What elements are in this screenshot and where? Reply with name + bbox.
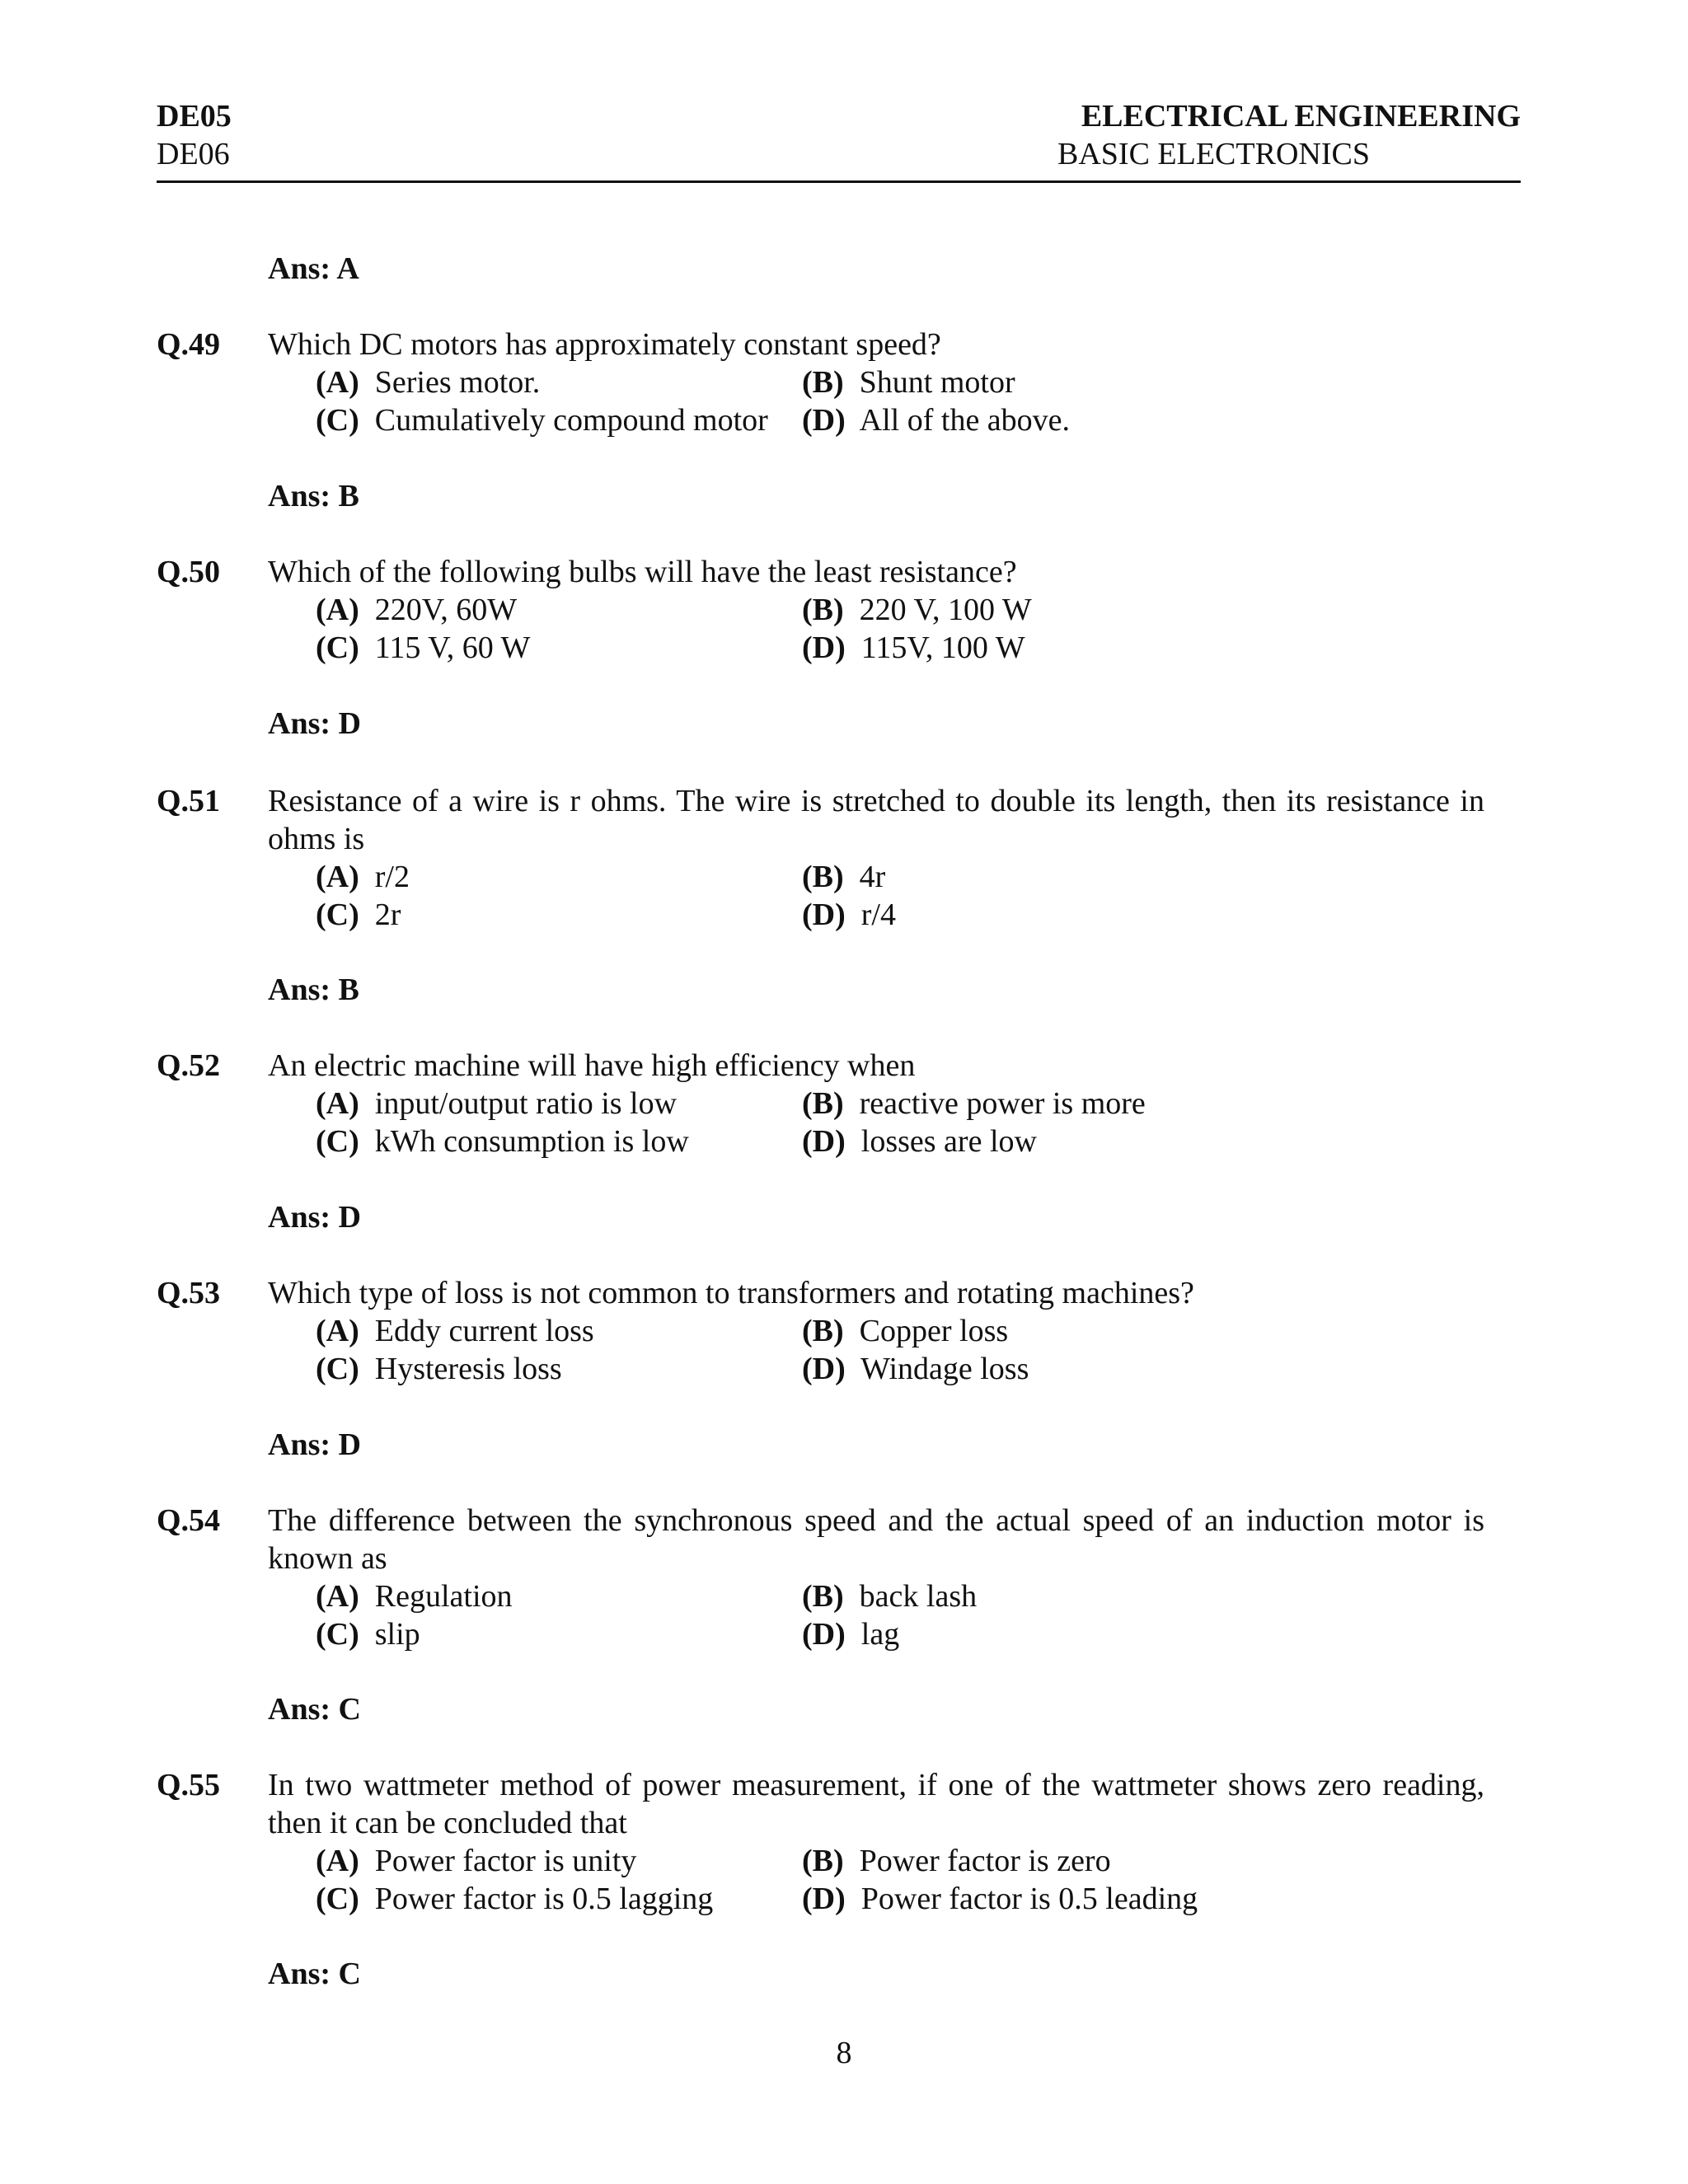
question-number: Q.54 (157, 1503, 221, 1538)
option-text: Cumulatively compound motor (374, 403, 768, 438)
option-text: input/output ratio is low (374, 1086, 678, 1121)
header-code-de05: DE05 (157, 99, 232, 134)
answer-49: Ans: B (268, 479, 359, 513)
option-text: Power factor is 0.5 leading (860, 1882, 1198, 1916)
answer-55: Ans: C (268, 1957, 361, 1991)
options (316, 363, 1521, 439)
option-a (316, 858, 410, 896)
option-letter: (B) (802, 860, 844, 894)
option-a (316, 1577, 513, 1615)
option-c (316, 401, 768, 439)
option-a (316, 1085, 677, 1122)
options (316, 858, 1521, 934)
option-letter: (C) (316, 1352, 359, 1386)
question-number: Q.55 (157, 1768, 221, 1802)
option-a (316, 1312, 594, 1350)
options (316, 1577, 1521, 1653)
option-letter: (A) (316, 1579, 359, 1614)
question-number: Q.51 (157, 784, 221, 818)
options (316, 1085, 1521, 1160)
question-text: Which type of loss is not common to transformers and rotating machines? (268, 1276, 1194, 1310)
option-letter: (D) (802, 898, 846, 932)
option-d (802, 629, 1025, 667)
option-text: r/2 (374, 860, 410, 894)
option-b (802, 363, 1015, 401)
option-text: losses are low (860, 1124, 1037, 1159)
answer-52: Ans: D (268, 1200, 361, 1235)
option-letter: (D) (802, 403, 846, 438)
option-text: All of the above. (859, 403, 1071, 438)
option-text: Shunt motor (859, 365, 1015, 400)
option-text: Copper loss (859, 1314, 1009, 1348)
answer-54: Ans: C (268, 1692, 361, 1727)
option-text: reactive power is more (859, 1086, 1146, 1121)
question-text: The difference between the synchronous speed and the actual speed of an induction motor is known as (268, 1503, 1484, 1576)
option-d (802, 1122, 1037, 1160)
option-letter: (A) (316, 365, 359, 400)
question-49 (157, 326, 1521, 439)
options (316, 591, 1521, 667)
option-text: 2r (374, 898, 401, 932)
option-letter: (C) (316, 1882, 359, 1916)
answer-50: Ans: D (268, 706, 361, 741)
option-text: 4r (859, 860, 886, 894)
option-text: Power factor is unity (374, 1844, 637, 1878)
option-a (316, 591, 517, 629)
option-b (802, 1577, 977, 1615)
option-letter: (B) (802, 365, 844, 400)
option-b (802, 1312, 1008, 1350)
question-number: Q.52 (157, 1048, 221, 1083)
question-51 (157, 782, 1521, 934)
option-text: Eddy current loss (374, 1314, 594, 1348)
option-letter: (A) (316, 860, 359, 894)
option-text: kWh consumption is low (374, 1124, 689, 1159)
option-text: Series motor. (374, 365, 541, 400)
option-a (316, 1842, 636, 1880)
option-text: Regulation (374, 1579, 513, 1614)
option-text: Power factor is 0.5 lagging (374, 1882, 714, 1916)
option-letter: (A) (316, 1844, 359, 1878)
option-text: 115V, 100 W (860, 630, 1025, 665)
option-letter: (C) (316, 1617, 359, 1652)
option-d (802, 1615, 899, 1653)
header-divider (157, 180, 1521, 183)
option-c (316, 896, 401, 934)
option-letter: (D) (802, 1352, 846, 1386)
question-50 (157, 553, 1521, 667)
option-d (802, 1350, 1029, 1388)
question-number: Q.50 (157, 555, 221, 589)
option-letter: (C) (316, 630, 359, 665)
option-letter: (D) (802, 1882, 846, 1916)
option-d (802, 896, 896, 934)
option-c (316, 629, 530, 667)
options (316, 1312, 1521, 1388)
option-b (802, 858, 885, 896)
option-b (802, 1085, 1146, 1122)
header-code-de06: DE06 (157, 137, 230, 171)
option-d (802, 401, 1070, 439)
option-text: Windage loss (860, 1352, 1029, 1386)
option-d (802, 1880, 1198, 1918)
question-text: Which of the following bulbs will have the least resistance? (268, 555, 1017, 589)
option-letter: (B) (802, 1844, 844, 1878)
option-text: 220 V, 100 W (859, 593, 1032, 627)
question-text: In two wattmeter method of power measurement, if one of the wattmeter shows zero reading, then it can be concluded that (268, 1768, 1484, 1840)
page-number: 8 (836, 2036, 852, 2070)
option-letter: (B) (802, 1314, 844, 1348)
question-52 (157, 1047, 1521, 1160)
question-55 (157, 1766, 1521, 1918)
option-c (316, 1350, 562, 1388)
option-c (316, 1615, 420, 1653)
option-letter: (B) (802, 593, 844, 627)
option-text: Power factor is zero (859, 1844, 1111, 1878)
option-letter: (D) (802, 630, 846, 665)
option-c (316, 1880, 713, 1918)
option-b (802, 1842, 1111, 1880)
question-number: Q.49 (157, 327, 221, 362)
question-text: An electric machine will have high efficiency when (268, 1048, 916, 1083)
header-subject-electronics: BASIC ELECTRONICS (1057, 137, 1370, 171)
option-text: 220V, 60W (374, 593, 518, 627)
option-text: Hysteresis loss (374, 1352, 562, 1386)
option-text: 115 V, 60 W (374, 630, 531, 665)
question-text: Which DC motors has approximately constant speed? (268, 327, 941, 362)
option-text: slip (374, 1617, 420, 1652)
question-text: Resistance of a wire is r ohms. The wire is stretched to double its length, then its resistance in ohms is (268, 784, 1484, 856)
header-subjects (824, 97, 1521, 173)
answer-51: Ans: B (268, 972, 359, 1007)
option-letter: (D) (802, 1617, 846, 1652)
option-text: lag (860, 1617, 900, 1652)
option-letter: (A) (316, 1314, 359, 1348)
question-53 (157, 1274, 1521, 1388)
option-letter: (C) (316, 403, 359, 438)
option-letter: (A) (316, 593, 359, 627)
option-text: back lash (859, 1579, 978, 1614)
option-letter: (D) (802, 1124, 846, 1159)
option-text: r/4 (860, 898, 896, 932)
option-c (316, 1122, 689, 1160)
option-b (802, 591, 1032, 629)
answer-53: Ans: D (268, 1427, 361, 1462)
option-letter: (B) (802, 1086, 844, 1121)
header-codes (157, 97, 232, 173)
option-letter: (C) (316, 898, 359, 932)
option-letter: (C) (316, 1124, 359, 1159)
option-letter: (A) (316, 1086, 359, 1121)
options (316, 1842, 1521, 1918)
prev-answer: Ans: A (268, 251, 359, 286)
question-54 (157, 1502, 1521, 1653)
question-number: Q.53 (157, 1276, 221, 1310)
option-letter: (B) (802, 1579, 844, 1614)
header-subject-electrical: ELECTRICAL ENGINEERING (1081, 99, 1521, 134)
option-a (316, 363, 540, 401)
